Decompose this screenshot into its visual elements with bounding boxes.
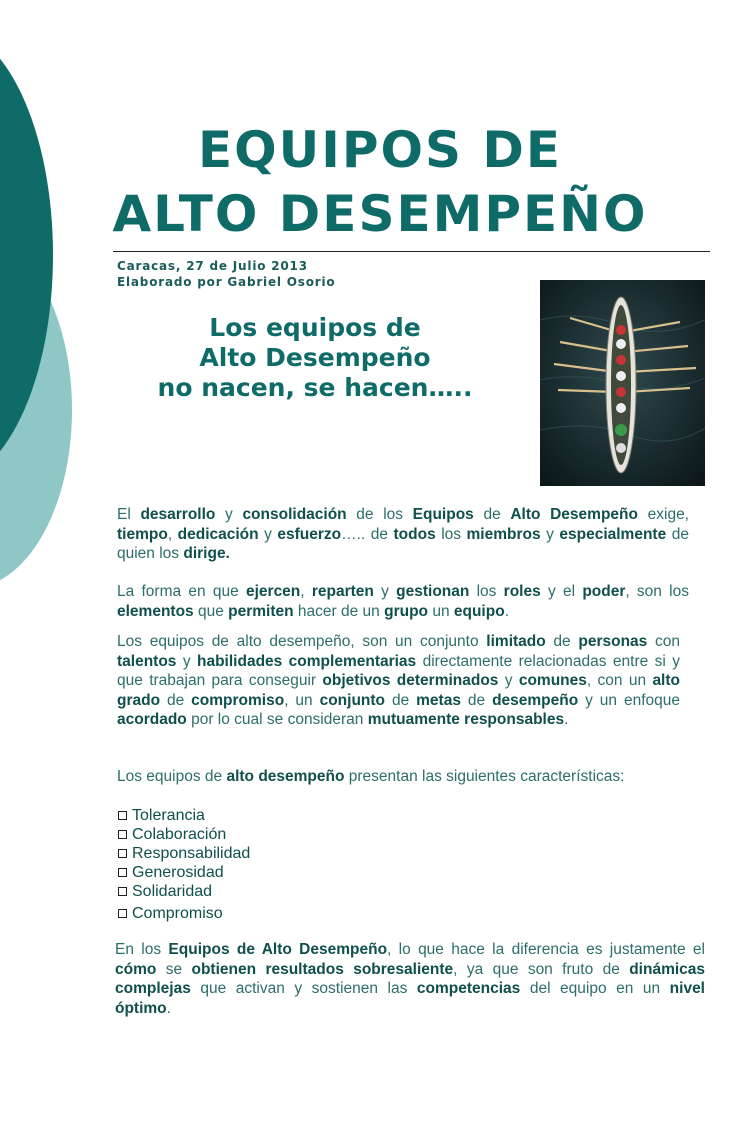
paragraph-roles: La forma en que ejercen, reparten y gestionan los roles y el poder, son los elementos que permiten hacer de un grupo un equipo.	[117, 583, 689, 620]
list-item: Responsabilidad	[118, 844, 250, 863]
paragraph-definition: Los equipos de alto desempeño, son un conjunto limitado de personas con talentos y habilidades complementarias directamente relacionadas entre si y que trabajan para conseguir objetivos determinados y comunes, con un alto grado de compromiso, un conjunto de metas de desempeño y un enfoque acordado por lo cual se consideran mutuamente responsables.	[117, 633, 681, 728]
checkbox-bullet-icon	[118, 849, 127, 858]
paragraph-development: El desarrollo y consolidación de los Equipos de Alto Desempeño exige, tiempo, dedicación y esfuerzo….. de todos los miembros y especialmente de quien los dirige.	[117, 506, 689, 562]
quote-line-2: Alto Desempeño	[199, 343, 431, 372]
list-item: Generosidad	[118, 863, 250, 882]
title-line-2: ALTO DESEMPEÑO	[112, 185, 648, 243]
paragraph-characteristics-intro: Los equipos de alto desempeño presentan las siguientes características:	[117, 768, 625, 785]
quote-line-3: no nacen, se hacen…..	[157, 373, 473, 402]
checkbox-bullet-icon	[118, 868, 127, 877]
list-item: Solidaridad	[118, 882, 250, 901]
characteristics-list	[118, 806, 250, 923]
checkbox-bullet-icon	[118, 909, 127, 918]
list-item: Tolerancia	[118, 806, 250, 825]
quote-line-1: Los equipos de	[209, 313, 421, 342]
pull-quote	[120, 313, 510, 403]
header-divider	[113, 251, 710, 252]
checkbox-bullet-icon	[118, 830, 127, 839]
list-item: Colaboración	[118, 825, 250, 844]
checkbox-bullet-icon	[118, 811, 127, 820]
author: Elaborado por Gabriel Osorio	[117, 275, 336, 289]
place-date: Caracas, 27 de Julio 2013	[117, 259, 308, 273]
list-item: Compromiso	[118, 904, 250, 923]
rowing-team-photo	[540, 280, 705, 486]
checkbox-bullet-icon	[118, 887, 127, 896]
decorative-teal-shapes	[0, 0, 120, 640]
paragraph-conclusion: En los Equipos de Alto Desempeño, lo que hace la diferencia es justamente el cómo se obtienen resultados sobresaliente, ya que son fruto de dinámicas complejas que activan y sostienen las competencias del equipo en un nivel óptimo.	[115, 941, 706, 1017]
title-line-1: EQUIPOS DE	[197, 121, 563, 179]
